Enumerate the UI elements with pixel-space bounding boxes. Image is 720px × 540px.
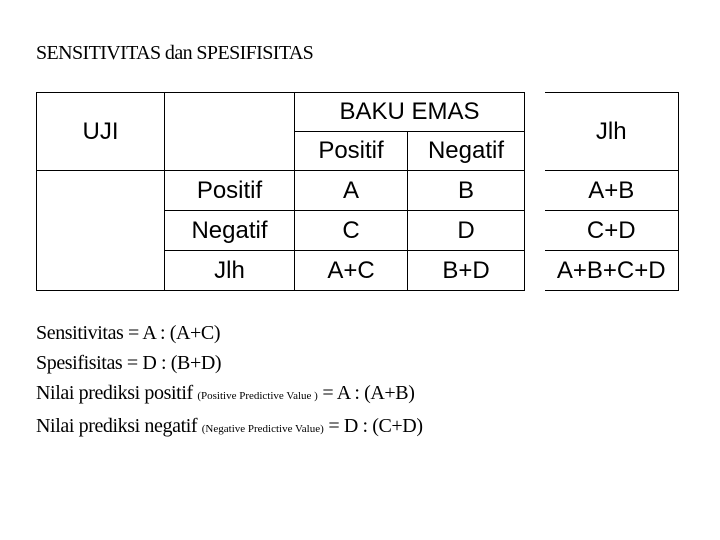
row-label-positif: Positif bbox=[165, 171, 295, 211]
positif-column-label: Positif bbox=[318, 137, 384, 164]
cell-grand-total: A+B+C+D bbox=[545, 251, 679, 291]
negatif-column-label: Negatif bbox=[427, 137, 505, 164]
jlh-column-label: Jlh bbox=[595, 117, 627, 145]
cell-a-plus-b: A+B bbox=[545, 171, 679, 211]
cell-b: B bbox=[408, 171, 525, 211]
cell-c: C bbox=[295, 211, 408, 251]
ppv-formula-line bbox=[36, 378, 423, 411]
npv-note: (Negative Predictive Value) bbox=[201, 423, 324, 435]
cell-d: D bbox=[408, 211, 525, 251]
total-header-top-cell bbox=[545, 93, 679, 171]
baku-emas-header-cell bbox=[295, 93, 525, 132]
ppv-label: Nilai prediksi positif bbox=[36, 382, 198, 404]
positif-column-header bbox=[295, 132, 408, 171]
baku-emas-label: BAKU EMAS bbox=[339, 98, 480, 125]
cell-c-plus-d: C+D bbox=[545, 211, 679, 251]
ppv-note: (Positive Predictive Value ) bbox=[197, 390, 318, 402]
spesifisitas-formula: Spesifisitas = D : (B+D) bbox=[36, 352, 222, 374]
ppv-formula: = A : (A+B) bbox=[317, 382, 415, 404]
uji-label: UJI bbox=[82, 117, 119, 145]
cell-b-plus-d: B+D bbox=[408, 251, 525, 291]
npv-formula: = D : (C+D) bbox=[323, 415, 423, 437]
page-title: SENSITIVITAS dan SPESIFISITAS bbox=[36, 42, 314, 64]
formula-notes bbox=[36, 318, 423, 444]
uji-body-cell bbox=[37, 171, 165, 291]
contingency-table bbox=[36, 92, 679, 291]
row-label-negatif: Negatif bbox=[165, 211, 295, 251]
row-label-jlh: Jlh bbox=[165, 251, 295, 291]
cell-a: A bbox=[295, 171, 408, 211]
uji-header-cell bbox=[37, 93, 165, 171]
npv-formula-line bbox=[36, 411, 423, 444]
negatif-column-header bbox=[408, 132, 525, 171]
npv-label: Nilai prediksi negatif bbox=[36, 415, 202, 437]
cell-a-plus-c: A+C bbox=[295, 251, 408, 291]
row-label-header-cell bbox=[165, 93, 295, 171]
spacer-cell bbox=[525, 93, 545, 291]
sensitivitas-formula: Sensitivitas = A : (A+C) bbox=[36, 322, 221, 344]
